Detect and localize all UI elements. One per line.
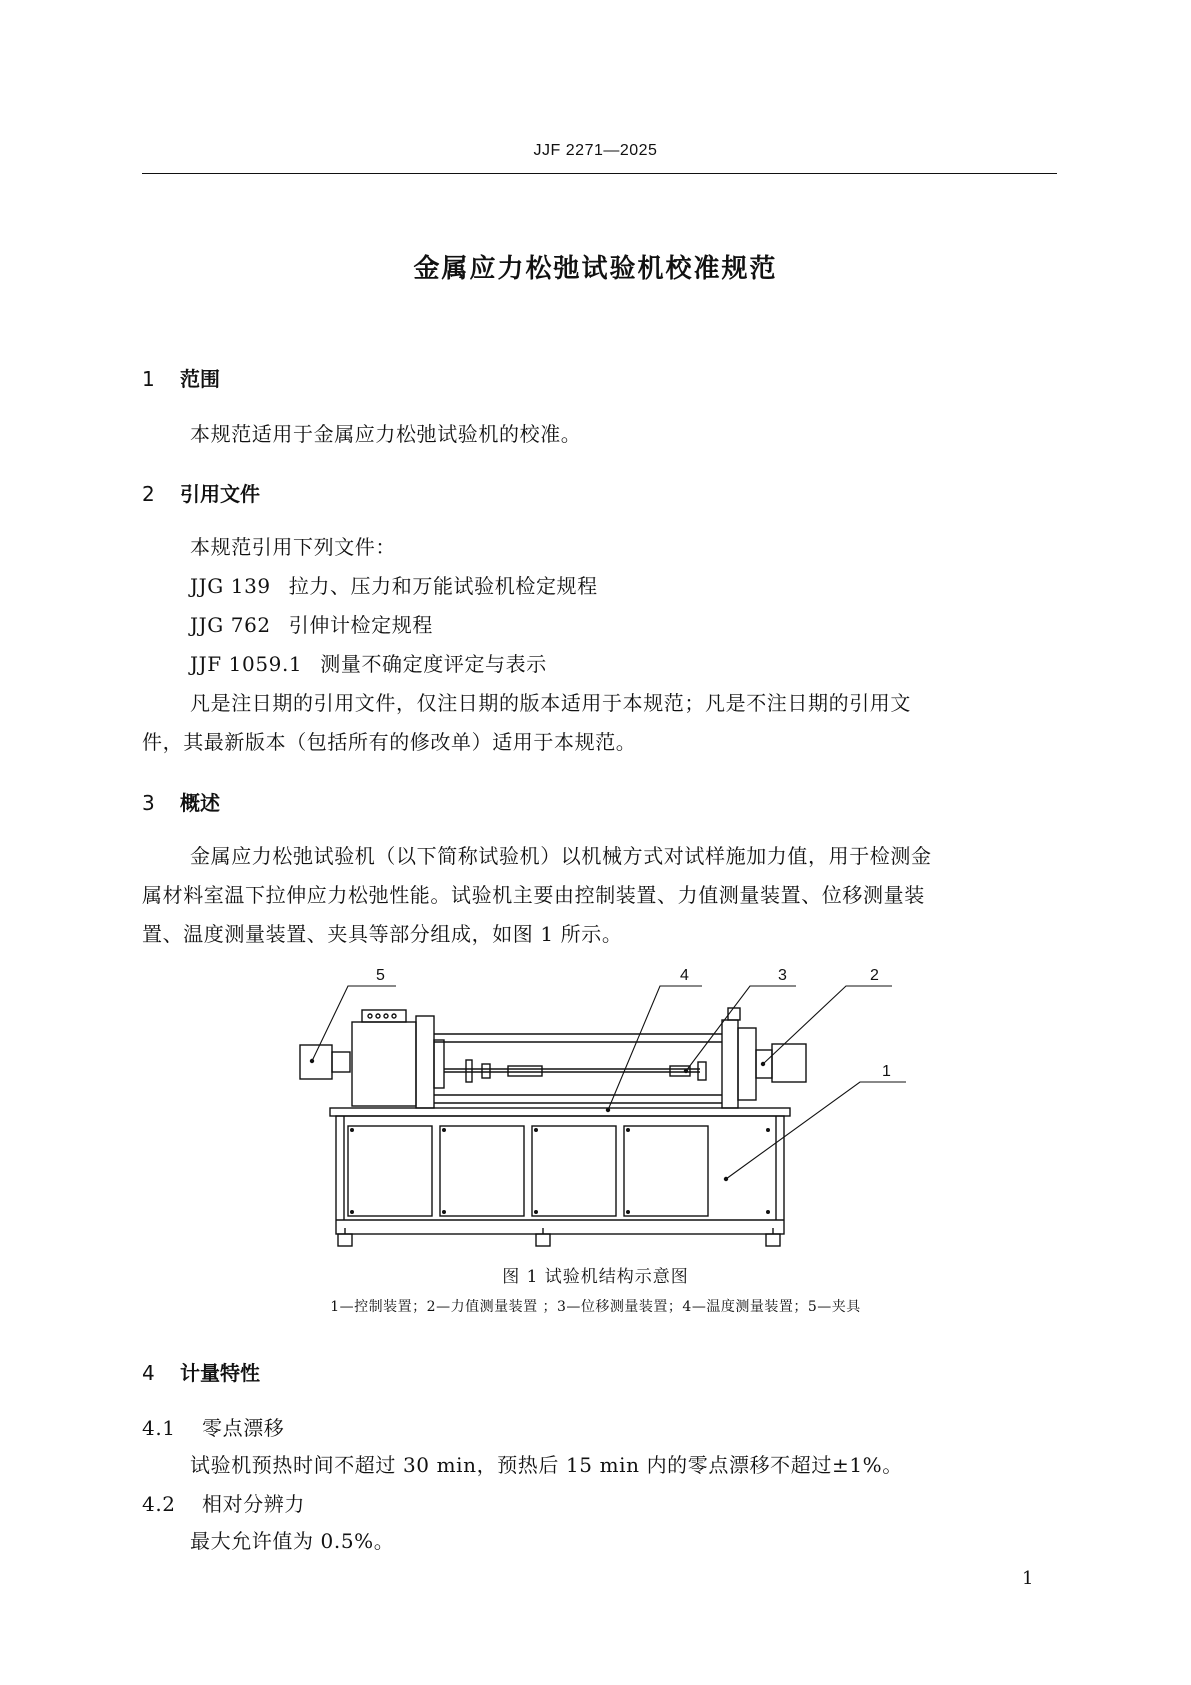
cabinet-panel — [348, 1126, 432, 1216]
control-box — [352, 1022, 416, 1106]
subsection-number: 4.1 — [142, 1416, 176, 1440]
machine-structure-diagram — [290, 958, 930, 1248]
section-1-title: 范围 — [180, 367, 220, 391]
reference-title: 测量不确定度评定与表示 — [320, 652, 547, 676]
callout-label: 4 — [680, 967, 689, 984]
reference-title: 引伸计检定规程 — [288, 613, 433, 637]
right-motor — [772, 1044, 806, 1082]
figure-caption: 图 1 试验机结构示意图 — [502, 1267, 689, 1287]
section-3-number: 3 — [142, 791, 155, 815]
section-3-line-2: 属材料室温下拉伸应力松弛性能。试验机主要由控制装置、力值测量装置、位移测量装 — [142, 883, 925, 907]
section-1-number: 1 — [142, 367, 155, 391]
cabinet-panel — [624, 1126, 708, 1216]
table-top — [330, 1108, 790, 1116]
section-2-title: 引用文件 — [180, 482, 260, 506]
reference-item — [190, 606, 1105, 645]
section-4-number: 4 — [142, 1361, 155, 1385]
header-standard-code: JJF 2271—2025 — [533, 142, 658, 159]
section-2-intro: 本规范引用下列文件： — [190, 535, 396, 559]
subsection-title: 相对分辨力 — [202, 1492, 305, 1516]
section-2-note-line-2: 件，其最新版本（包括所有的修改单）适用于本规范。 — [142, 730, 637, 754]
left-motor — [300, 1045, 332, 1079]
section-4-title: 计量特性 — [180, 1361, 260, 1385]
section-3-title: 概述 — [180, 791, 220, 815]
section-2-heading — [142, 478, 260, 507]
cabinet-panel — [532, 1126, 616, 1216]
callout-label: 3 — [778, 967, 787, 984]
callout-label: 2 — [870, 967, 879, 984]
section-2-number: 2 — [142, 482, 155, 506]
reference-item — [190, 645, 1105, 684]
reference-code: JJG 762 — [190, 613, 271, 637]
subsection-title: 零点漂移 — [202, 1416, 285, 1440]
page-number: 1 — [1022, 1568, 1034, 1589]
subsection-4-1-heading — [142, 1412, 284, 1441]
callout-label: 1 — [882, 1063, 891, 1080]
reference-code: JJF 1059.1 — [190, 652, 303, 676]
document-title: 金属应力松弛试验机校准规范 — [413, 254, 778, 284]
section-1-body: 本规范适用于金属应力松弛试验机的校准。 — [190, 422, 582, 446]
section-3-line-1: 金属应力松弛试验机（以下简称试验机）以机械方式对试样施加力值，用于检测金 — [190, 844, 932, 868]
section-4-heading — [142, 1357, 260, 1386]
reference-code: JJG 139 — [190, 574, 271, 598]
reference-title: 拉力、压力和万能试验机检定规程 — [288, 574, 598, 598]
subsection-4-1-body: 试验机预热时间不超过 30 min，预热后 15 min 内的零点漂移不超过±1%。 — [190, 1453, 903, 1477]
subsection-4-2-heading — [142, 1488, 305, 1517]
section-3-line-3: 置、温度测量装置、夹具等部分组成，如图 1 所示。 — [142, 922, 623, 946]
figure-legend: 1—控制装置；2—力值测量装置 ；3—位移测量装置；4—温度测量装置；5—夹具 — [330, 1299, 861, 1315]
cabinet-panel — [440, 1126, 524, 1216]
section-2-note-line-1: 凡是注日期的引用文件，仅注日期的版本适用于本规范；凡是不注日期的引用文 — [190, 691, 911, 715]
section-1-heading — [142, 363, 220, 392]
callout-label: 5 — [376, 967, 385, 984]
reference-item — [190, 567, 1105, 606]
section-3-heading — [142, 787, 220, 816]
subsection-number: 4.2 — [142, 1492, 176, 1516]
header-rule — [142, 173, 1057, 174]
subsection-4-2-body: 最大允许值为 0.5%。 — [190, 1529, 395, 1553]
